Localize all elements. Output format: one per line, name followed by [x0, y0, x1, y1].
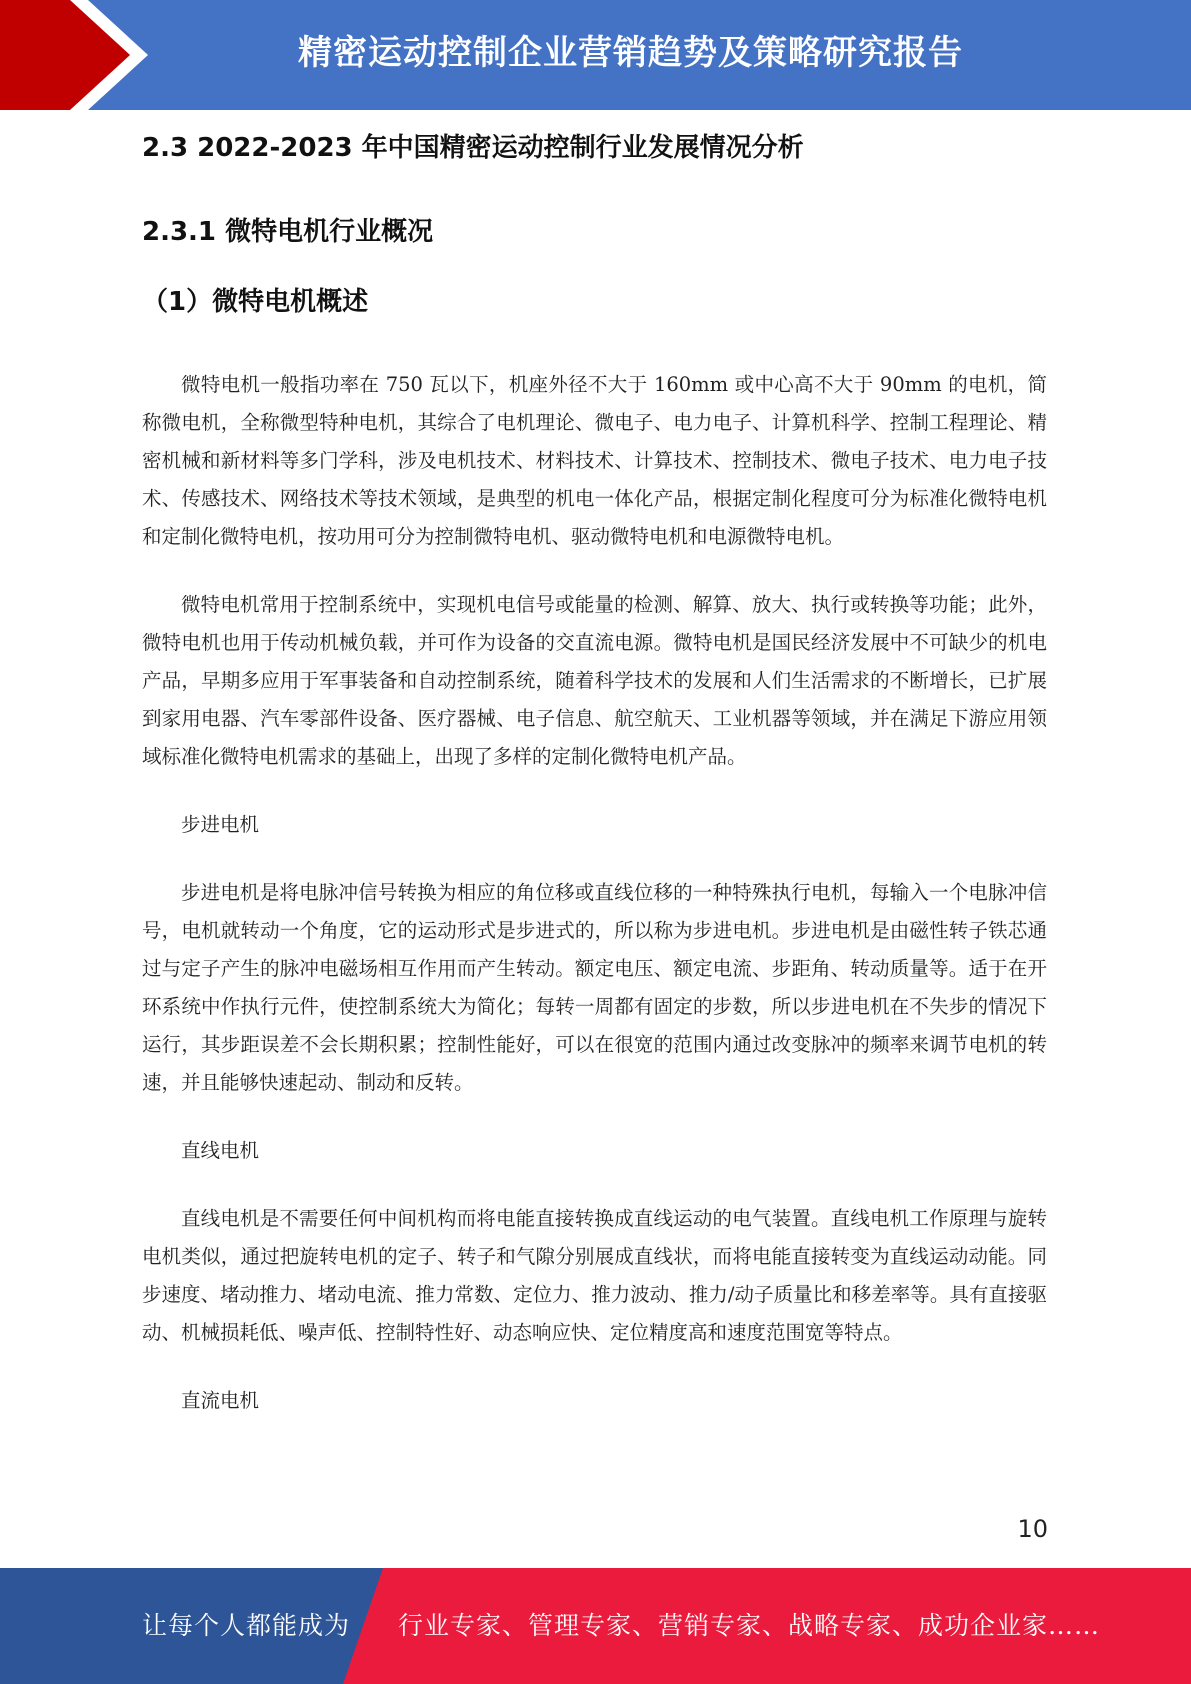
paragraph-applications: 微特电机常用于控制系统中，实现机电信号或能量的检测、解算、放大、执行或转换等功能；此外，微特电机也用于传动机械负载，并可作为设备的交直流电源。微特电机是国民经济发展中不可缺少的机电产品，早期多应用于军事装备和自动控制系统，随着科学技术的发展和人们生活需求的不断增长，已扩展到家用电器、汽车零部件设备、医疗器械、电子信息、航空航天、工业机器等领域，并在满足下游应用领域标准化微特电机需求的基础上，出现了多样的定制化微特电机产品。 — [142, 593, 1047, 768]
linear-motor-title: 直线电机 — [181, 1139, 260, 1162]
paragraph-stepper-motor: 步进电机是将电脉冲信号转换为相应的角位移或直线位移的一种特殊执行电机，每输入一个电脉冲信号，电机就转动一个角度，它的运动形式是步进式的，所以称为步进电机。步进电机是由磁性转子铁芯通过与定子产生的脉冲电磁场相互作用而产生转动。额定电压、额定电流、步距角、转动质量等。适于在开环系统中作执行元件，使控制系统大为简化；每转一周都有固定的步数，所以步进电机在不失步的情况下运行，其步距误差不会长期积累；控制性能好，可以在很宽的范围内通过改变脉冲的频率来调节电机的转速，并且能够快速起动、制动和反转。 — [142, 881, 1047, 1094]
footer-slogan-left: 让每个人都能成为 — [142, 1611, 351, 1640]
page-header — [0, 0, 1191, 110]
page-number: 10 — [1017, 1515, 1048, 1543]
paragraph-overview: 微特电机一般指功率在 750 瓦以下，机座外径不大于 160mm 或中心高不大于 90mm 的电机，简称微电机，全称微型特种电机，其综合了电机理论、微电子、电力电子、计算机科学、控制工程理论、精密机械和新材料等多门学科，涉及电机技术、材料技术、计算技术、控制技术、微电子技术、电力电子技术、传感技术、网络技术等技术领域，是典型的机电一体化产品，根据定制化程度可分为标准化微特电机和定制化微特电机，按功用可分为控制微特电机、驱动微特电机和电源微特电机。 — [142, 373, 1047, 548]
page-footer — [0, 1568, 1191, 1684]
stepper-motor-title: 步进电机 — [181, 813, 260, 836]
page-content — [142, 128, 1047, 1420]
sub-subsection-heading: （1）微特电机概述 — [142, 287, 369, 317]
paragraph-linear-motor: 直线电机是不需要任何中间机构而将电能直接转换成直线运动的电气装置。直线电机工作原理与旋转电机类似，通过把旋转电机的定子、转子和气隙分别展成直线状，而将电能直接转变为直线运动动能。同步速度、堵动推力、堵动电流、推力常数、定位力、推力波动、推力/动子质量比和移差率等。具有直接驱动、机械损耗低、噪声低、控制特性好、动态响应快、定位精度高和速度范围宽等特点。 — [142, 1207, 1047, 1344]
section-heading: 2.3 2022-2023 年中国精密运动控制行业发展情况分析 — [142, 133, 804, 163]
report-title: 精密运动控制企业营销趋势及策略研究报告 — [298, 33, 963, 73]
dc-motor-title: 直流电机 — [181, 1389, 260, 1412]
footer-slogan-right: 行业专家、管理专家、营销专家、战略专家、成功企业家…… — [398, 1611, 1101, 1640]
subsection-heading: 2.3.1 微特电机行业概况 — [142, 217, 434, 247]
